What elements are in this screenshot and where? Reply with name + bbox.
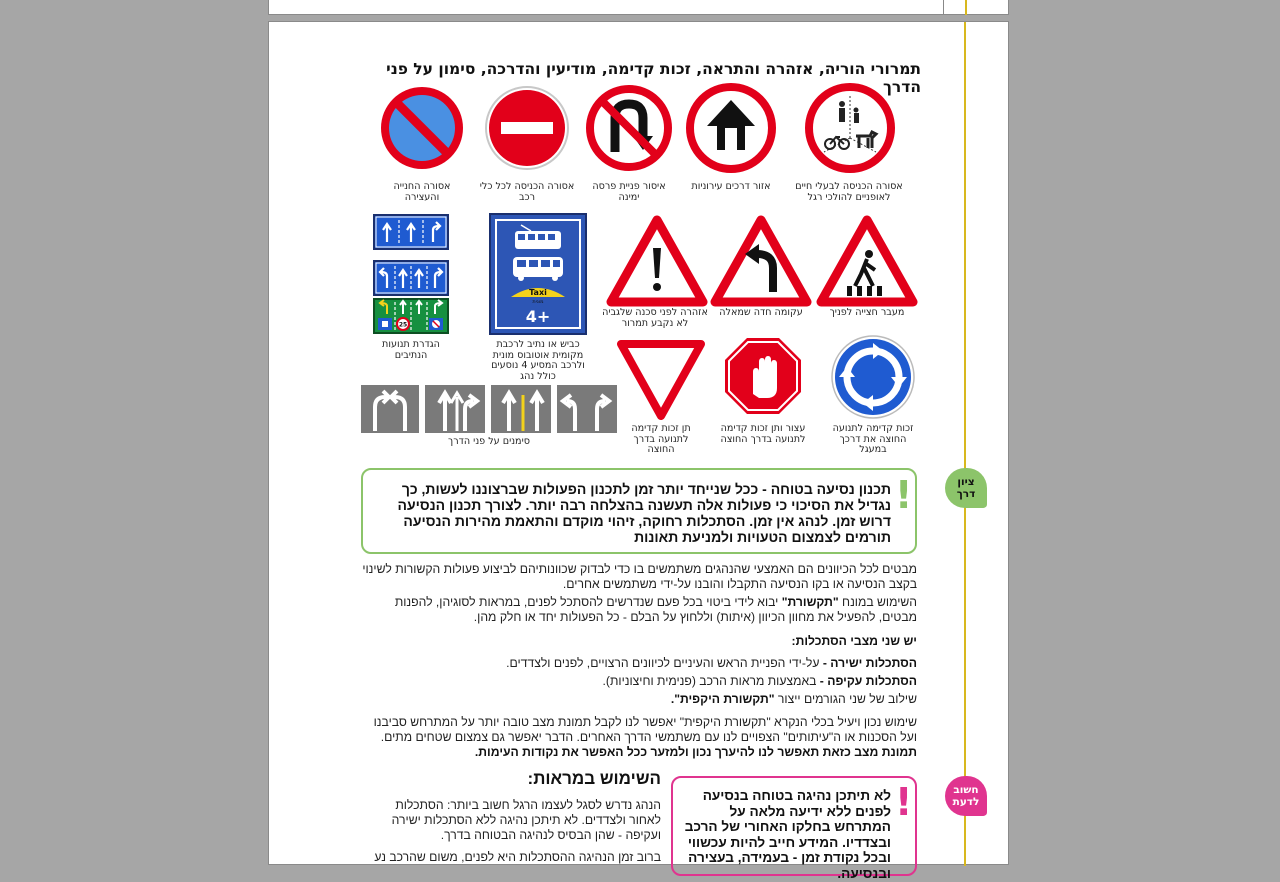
- bus-lane-caption: כביש או נתיב לרכבת מקומית אוטובוס מונית ולרכב המסיע 4 נוסעים כולל נהג: [491, 339, 585, 382]
- combo-pre: שילוב של שני הגורמים ייצור: [774, 692, 917, 706]
- no-u-turn-sign: [585, 82, 673, 174]
- indirect-scan-label: הסתכלות עקיפה -: [819, 674, 917, 688]
- no-entry-caption: אסורה הכניסה לכל כלי רכב: [479, 181, 575, 203]
- previous-page-rule: [943, 0, 944, 15]
- lane-directions-sign-3: [373, 298, 449, 334]
- peripheral-text: שימוש נכון ויעיל בכלי הנקרא "תקשורת היקפית" יאפשר לנו לקבל תמונת מצב טובה יותר על המתרחש סביבנו ועל הסכנות או ה"עיתותים" הצפויים לנו עם משתמשי הדרך האחרים. הדבר יאפשר גם צמצום שטחים מתים.: [373, 715, 917, 745]
- no-u-turn-caption: איסור פניית פרסה ימינה: [592, 181, 666, 203]
- paragraph-communication: [361, 595, 917, 625]
- road-markings-image: [361, 385, 617, 435]
- stop-sign: [723, 336, 803, 416]
- lane-directions-sign-2: [373, 260, 449, 296]
- paragraph-peripheral: [361, 715, 917, 761]
- taxi-label: מונית: [532, 299, 544, 305]
- scan-heading-text: יש שני מצבי הסתכלות:: [791, 634, 917, 648]
- combo-line: [361, 692, 917, 707]
- important-tag: [945, 776, 987, 816]
- direct-scan-line: [361, 656, 917, 671]
- no-parking-sign: [376, 82, 468, 174]
- no-entry-animals-sign: [804, 82, 896, 174]
- stop-caption: עצור ותן זכות קדימה לתנועה בדרך החוצה: [720, 423, 806, 445]
- mirrors-paragraph-2: ברוב זמן הנהיגה ההסתכלות היא לפנים, משום שהרכב נע: [374, 850, 661, 864]
- exclamation-icon: !: [895, 473, 913, 517]
- roundabout-caption: זכות קדימה לתנועה החוצה את דרכך במעגל: [832, 423, 914, 455]
- previous-page-gold-line: [965, 0, 967, 15]
- one-way-zone-caption: אזור דרכים עירוניות: [691, 181, 771, 192]
- milestone-tag: [945, 468, 987, 508]
- scan-heading: [361, 634, 917, 649]
- occupancy-label: 4+: [525, 307, 551, 326]
- peripheral-bold: תמונת מצב כזאת תאפשר לנו להיערך נכון ולמזער ככל האפשר את נקודות העימות.: [474, 745, 917, 760]
- roundabout-sign: [828, 334, 918, 420]
- danger-warning-sign: [607, 216, 707, 306]
- gold-margin-line: [964, 22, 966, 866]
- road-markings-caption: סימנים על פני הדרך: [448, 436, 530, 447]
- tip-box-text: תכנון נסיעה בטוחה - ככל שנייחד יותר זמן לתכנון הפעולות שברצוננו לעשות, כך נגדיל את הסיכוי כי פעולות אלה תעשנה בהצלחה רבה יותר. לצורך תכנון הנסיעה דרוש זמן. לנהג אין זמן. הסתכלות רחוקה, זיהוי מוקדם והתאמת מהירות הנסיעה תורמים לצמצום הטעויות ולמניעת תאונות: [397, 481, 891, 545]
- no-entry-animals-caption: אסורה הכניסה לבעלי חיים לאופניים להולכי רגל: [795, 181, 903, 203]
- pedestrian-crossing-caption: מעבר חצייה לפניך: [829, 307, 905, 318]
- important-tag-label: חשוב לדעת: [952, 784, 980, 808]
- previous-page-edge: [268, 0, 1009, 15]
- mirrors-paragraph-1: הנהג נדרש לסגל לעצמו הרגל חשוב ביותר: הסתכלות לאחור ולצדדים. לא תיתכן נהיגה ללא הסתכלות ישירה ועקיפה - שהן הבסיס לנהיגה הבטוחה בדרך.: [391, 798, 661, 843]
- no-entry-sign: [483, 82, 571, 174]
- exclamation-icon: !: [895, 780, 913, 824]
- mirrors-heading: השימוש במראות:: [527, 769, 661, 788]
- yield-caption: תן זכות קדימה לתנועה בדרך החוצה: [631, 423, 691, 455]
- sharp-curve-left-sign: [711, 216, 811, 306]
- communication-post: יבוא לידי ביטוי בכל פעם שנדרשים להסתכל לפנים, במראות לסוגיהן, להפנות מבטים, להפעיל את מחוון הכיוון (איתות) וללחוץ על הבלם - כל הפעולות יחד או חלק מהן.: [394, 595, 917, 625]
- combo-term: "תקשורת היקפית".: [670, 692, 775, 706]
- yield-sign: [617, 340, 705, 420]
- indirect-scan-line: [361, 674, 917, 689]
- sharp-curve-left-caption: עקומה חדה שמאלה: [719, 307, 803, 318]
- no-parking-caption: אסורה החנייה והעצירה: [393, 181, 451, 203]
- lane-directions-sign-1: [373, 214, 449, 250]
- page-title: תמרורי הוריה, אזהרה והתראה, זכות קדימה, מודיעין והדרכה, סימון על פני הדרך: [386, 60, 921, 96]
- pedestrian-crossing-sign: [817, 216, 917, 306]
- document-page: [268, 21, 1009, 881]
- one-way-zone-sign: [685, 82, 777, 174]
- direct-scan-text: על-ידי הפניית הראש והעיניים לכיוונים הרצויים, לפנים ולצדדים.: [506, 656, 823, 670]
- paragraph-glances: מבטים לכל הכיוונים הם האמצעי שהנהגים משתמשים בו כדי לבדוק שכוונותיהם לביצוע פעולות הקשורות לשינוי בקצב הנסיעה או בקו הנסיעה התקבלו והובנו על-ידי משתמשים אחרים.: [362, 562, 917, 592]
- milestone-tag-label: ציון דרך: [956, 476, 976, 500]
- communication-pre: השימוש במונח: [838, 595, 917, 609]
- lane-directions-caption: הגדרת תנועות הנתיבים: [382, 339, 440, 361]
- taxi-word: Taxi: [529, 288, 547, 297]
- bus-lane-sign: [489, 213, 587, 335]
- weight-limit-label: 25: [398, 321, 408, 329]
- indirect-scan-text: באמצעות מראות הרכב (פנימית וחיצוניות).: [602, 674, 820, 688]
- important-box-text: לא תיתכן נהיגה בטוחה בנסיעה לפנים ללא ידיעה מלאה על המתרחש בחלקו האחורי של הרכב ובצדדיו. המידע חייב להיות עכשווי ובכל נקודת זמן - בעמידה, בעצירה ובנסיעה.: [684, 788, 891, 881]
- direct-scan-label: הסתכלות ישירה -: [822, 656, 917, 670]
- danger-warning-caption: אזהרה לפני סכנה שלגביה לא נקבע תמרור: [602, 307, 708, 329]
- communication-term: "תקשורת": [781, 595, 839, 609]
